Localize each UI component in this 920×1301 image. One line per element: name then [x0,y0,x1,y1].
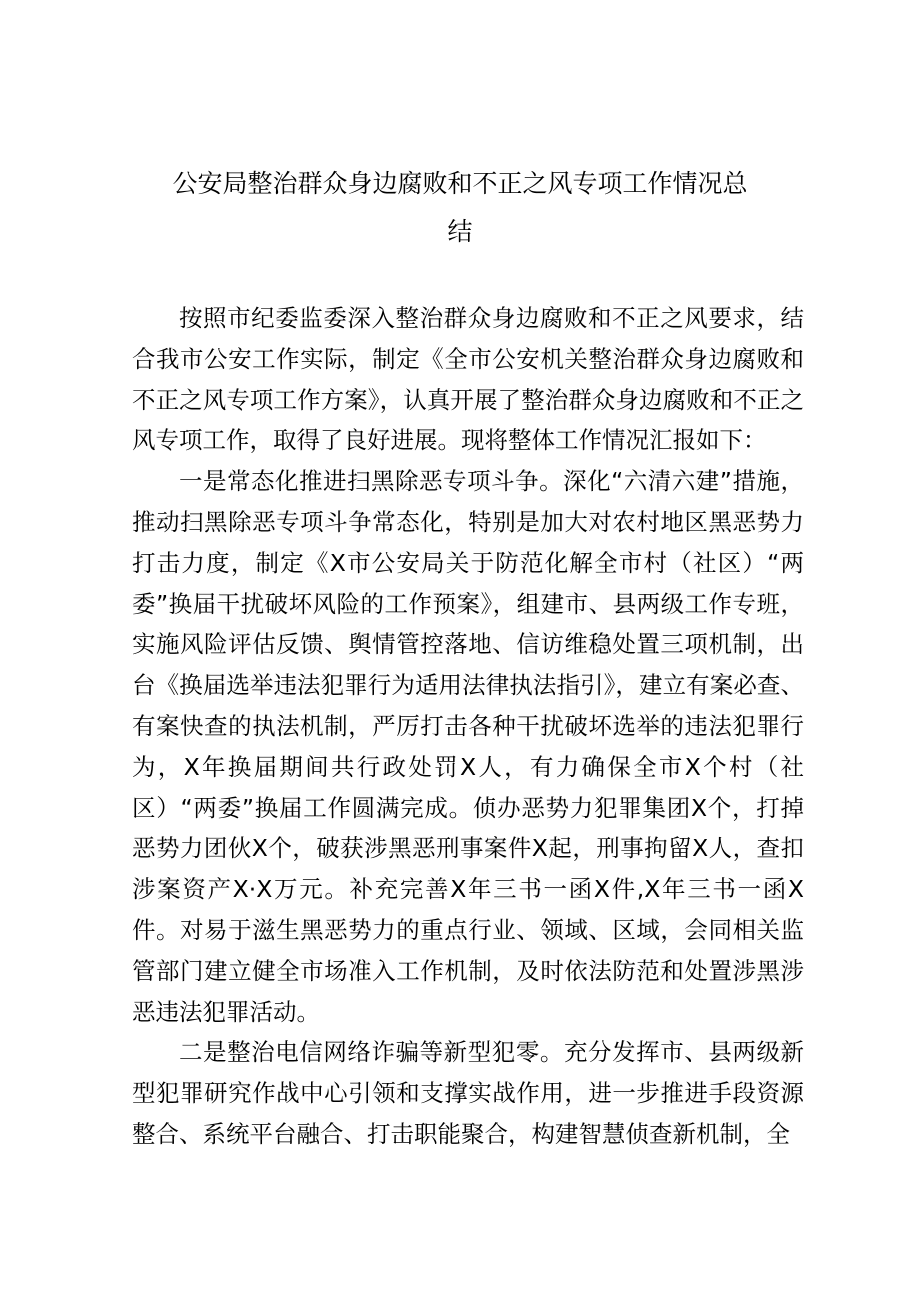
paragraph-section-1: 一是常态化推进扫黑除恶专项斗争。深化“六清六建”措施，推动扫黑除恶专项斗争常态化，特别是加大对农村地区黑恶势力打击力度，制定《X市公安局关于防范化解全市村（社区）“两委”换届干扰破坏风险的工作预案》，组建市、县两级工作专班，实施风险评估反馈、舆情管控落地、信访维稳处置三项机制，出台《换届选举违法犯罪行为适用法律执法指引》，建立有案必查、有案快查的执法机制，严厉打击各种干扰破坏选举的违法犯罪行为，X年换届期间共行政处罚X人，有力确保全市X个村（社区）“两委”换届工作圆满完成。侦办恶势力犯罪集团X个，打掉恶势力团伙X个，破获涉黑恶刑事案件X起，刑事拘留X人，查扣涉案资产X·X万元。补充完善X年三书一函X件,X年三书一函X件。对易于滋生黑恶势力的重点行业、领域、区域，会同相关监管部门建立健全市场准入工作机制，及时依法防范和处置涉黑涉恶违法犯罪活动。 [132,467,804,1026]
document-title-line-1: 公安局整治群众身边腐败和不正之风专项工作情况总 [172,169,748,198]
document-title-line-2: 结 [447,217,473,246]
document-body [132,298,804,1155]
paragraph-section-2: 二是整治电信网络诈骗等新型犯零。充分发挥市、县两级新型犯罪研究作战中心引领和支撑实战作用，进一步推进手段资源整合、系统平台融合、打击职能聚合，构建智慧侦查新机制，全 [132,1038,804,1148]
paragraph-intro: 按照市纪委监委深入整治群众身边腐败和不正之风要求，结合我市公安工作实际，制定《全市公安机关整治群众身边腐败和不正之风专项工作方案》，认真开展了整治群众身边腐败和不正之风专项工作，取得了良好进展。现将整体工作情况汇报如下： [132,304,804,455]
